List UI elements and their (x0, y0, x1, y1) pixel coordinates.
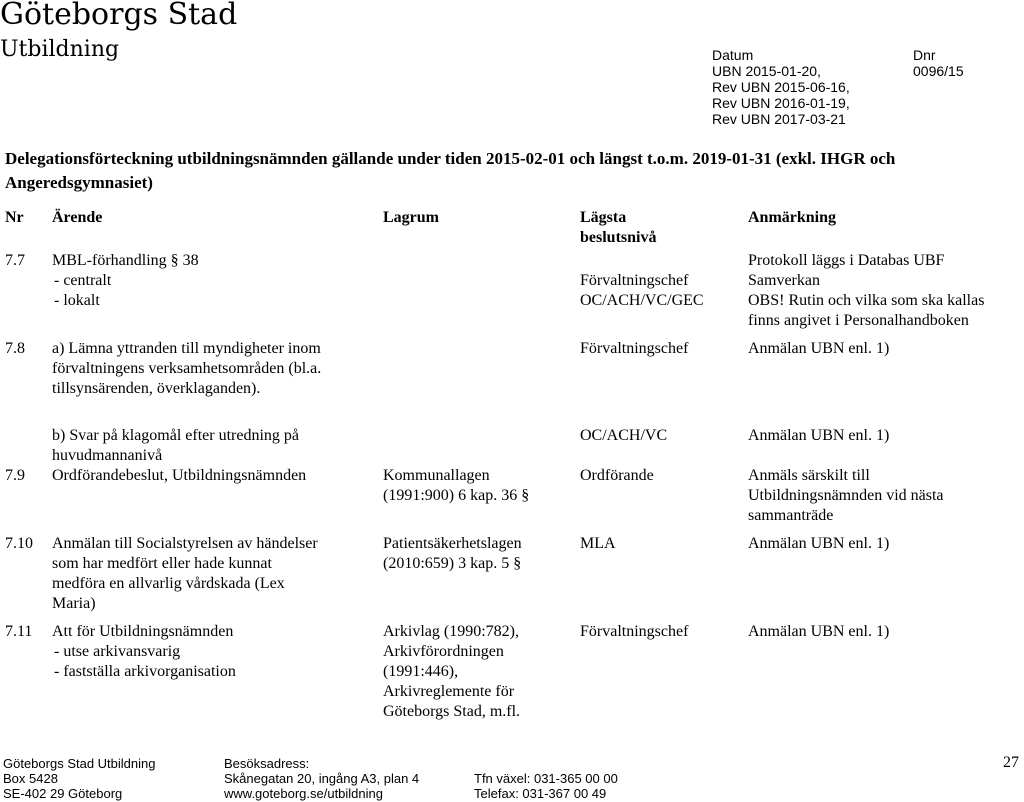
row-anmarkning: Anmälan UBN enl. 1) (748, 623, 890, 640)
row-arende: Ordförandebeslut, Utbildningsnämnden (52, 467, 307, 484)
org-name: Göteborgs Stad (0, 0, 238, 32)
row-anmarkning (748, 466, 944, 526)
arende-line: Att för Utbildningsnämnden (52, 623, 234, 640)
row-nr: 7.10 (5, 535, 33, 552)
column-header-lagrum: Lagrum (383, 209, 439, 226)
arende-line: - fastställa arkivorganisation (54, 663, 236, 680)
lagrum-line: Arkivlag (1990:782), (383, 623, 519, 640)
anm-line: Protokoll läggs i Databas UBF (748, 252, 945, 269)
arende-line: förvaltningens verksamhetsområden (bl.a. (52, 360, 322, 377)
lagrum-line: Arkivförordningen (383, 643, 504, 660)
row-nr: 7.8 (5, 340, 25, 357)
document-title: Delegationsförteckning utbildningsnämnden gällande under tiden 2015-02-01 och längst t.o.m. 2019-01-31 (exkl. IHGR och Angeredsgymnasiet) (5, 149, 896, 192)
anm-line: sammanträde (748, 507, 834, 524)
footer-line: Telefax: 031-367 00 49 (474, 786, 607, 801)
column-header-lagsta-niva (580, 208, 656, 248)
row-lagrum (383, 534, 522, 574)
lagrum-line: Kommunallagen (383, 467, 490, 484)
column-header-line: Lägsta (580, 209, 627, 226)
row-nr: 7.9 (5, 467, 25, 484)
arende-line: som har medfört eller hade kunnat (52, 555, 272, 572)
footer-line: Göteborgs Stad Utbildning (3, 756, 156, 771)
footer-visit-address (224, 756, 419, 801)
row-niva: Förvaltningschef (580, 623, 689, 640)
arende-line: medföra en allvarlig vårdskada (Lex (52, 575, 285, 592)
anm-line: Samverkan (748, 272, 820, 289)
lagrum-line: Göteborgs Stad, m.fl. (383, 703, 521, 720)
footer-address (3, 756, 155, 801)
dnr-value: 0096/15 (913, 63, 964, 79)
arende-line: - lokalt (54, 292, 100, 309)
footer-line: SE-402 29 Göteborg (3, 786, 123, 801)
row-anmarkning: Anmälan UBN enl. 1) (748, 535, 890, 552)
datum-line: Rev UBN 2015-06-16, (712, 79, 850, 95)
datum-line: Rev UBN 2017-03-21 (712, 111, 846, 127)
row-niva: MLA (580, 535, 616, 552)
arende-line: Anmälan till Socialstyrelsen av händelser (52, 535, 318, 552)
anm-line: Utbildningsnämnden vid nästa (748, 487, 944, 504)
footer-line: Besöksadress: (224, 756, 310, 771)
column-header-nr: Nr (5, 209, 24, 226)
page-number: 27 (1003, 754, 1019, 771)
row-nr: 7.11 (5, 623, 33, 640)
arende-line: - centralt (54, 272, 112, 289)
anm-line: Anmäls särskilt till (748, 467, 870, 484)
row-anmarkning: Anmälan UBN enl. 1) (748, 340, 890, 357)
niva-line (580, 251, 704, 271)
arende-line: Maria) (52, 595, 96, 612)
footer-line: Box 5428 (3, 771, 58, 786)
lagrum-line: Arkivreglemente för (383, 683, 515, 700)
arende-line: a) Lämna yttranden till myndigheter inom (52, 340, 321, 357)
datum-line: Rev UBN 2016-01-19, (712, 95, 850, 111)
row-niva: OC/ACH/VC (580, 427, 668, 444)
lagrum-line: Patientsäkerhetslagen (383, 535, 522, 552)
row-anmarkning (748, 251, 984, 331)
niva-line: OC/ACH/VC/GEC (580, 292, 704, 309)
lagrum-line: (1991:900) 6 kap. 36 § (383, 487, 530, 504)
row-arende (52, 534, 318, 614)
row-arende (52, 339, 321, 399)
niva-line: Förvaltningschef (580, 272, 689, 289)
row-niva: Ordförande (580, 467, 654, 484)
row-niva (580, 251, 704, 311)
datum-block (712, 47, 850, 127)
unit-name: Utbildning (0, 37, 120, 62)
datum-label: Datum (712, 47, 754, 63)
column-header-line: beslutsnivå (580, 229, 657, 246)
row-lagrum (383, 466, 529, 506)
arende-line: b) Svar på klagomål efter utredning på (52, 427, 300, 444)
anm-line: OBS! Rutin och vilka som ska kallas (748, 292, 985, 309)
row-arende (52, 426, 299, 466)
row-nr: 7.7 (5, 252, 25, 269)
footer-contact (474, 771, 618, 801)
arende-line: tillsynsärenden, överklaganden). (52, 380, 261, 397)
lagrum-line: (2010:659) 3 kap. 5 § (383, 555, 522, 572)
row-arende (52, 622, 236, 682)
footer-link[interactable]: www.goteborg.se/utbildning (224, 786, 383, 801)
column-header-anmarkning: Anmärkning (748, 209, 837, 226)
row-arende (52, 251, 199, 311)
footer-line: Tfn växel: 031-365 00 00 (474, 771, 618, 786)
arende-line: - utse arkivansvarig (54, 643, 181, 660)
row-niva: Förvaltningschef (580, 340, 689, 357)
column-header-arende: Ärende (52, 209, 103, 226)
row-lagrum (383, 622, 520, 722)
datum-line: UBN 2015-01-20, (712, 63, 821, 79)
row-anmarkning: Anmälan UBN enl. 1) (748, 427, 890, 444)
dnr-label: Dnr (913, 47, 936, 63)
anm-line: finns angivet i Personalhandboken (748, 312, 969, 329)
footer-line: Skånegatan 20, ingång A3, plan 4 (224, 771, 420, 786)
arende-line: MBL-förhandling § 38 (52, 252, 199, 269)
arende-line: huvudmannanivå (52, 447, 163, 464)
lagrum-line: (1991:446), (383, 663, 459, 680)
dnr-block (913, 47, 964, 79)
